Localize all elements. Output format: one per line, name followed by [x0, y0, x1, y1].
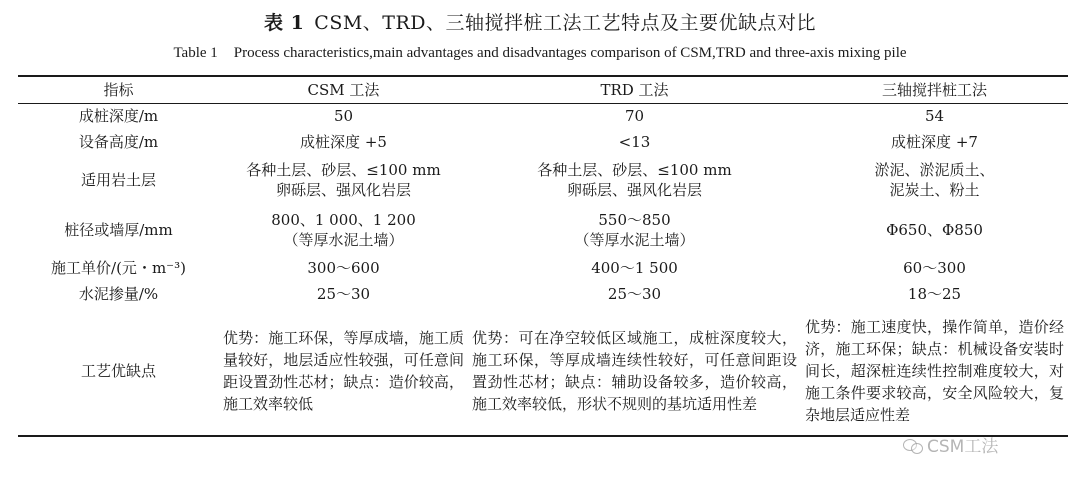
- cell-triaxial: 成桩深度 +7: [891, 133, 978, 151]
- row-label: 水泥掺量/%: [78, 285, 159, 303]
- header-csm: CSM 工法: [219, 76, 468, 103]
- cell-csm: 50: [333, 107, 354, 126]
- cell-csm: 优势：施工环保，等厚成墙，施工质量较好，地层适应性较强，可任意间距设置劲性芯材；缺点：造价较高，施工效率较低: [219, 307, 468, 436]
- cell-triaxial: 优势：施工速度快，操作简单，造价经济，施工环保；缺点：机械设备安装时间长，超深桩连续性控制难度较大，对施工条件要求较高，安全风险较大，复杂地层适应性差: [801, 307, 1068, 436]
- cell-trd: [468, 205, 801, 255]
- cell-line: 卵砾层、强风化岩层: [275, 181, 411, 199]
- row-label: 施工单价/(元・m⁻³): [51, 259, 186, 277]
- cell-line: （等厚水泥土墙）: [574, 231, 695, 249]
- table-row: [18, 103, 1068, 129]
- cell-line: 800、1 000、1 200: [271, 211, 416, 229]
- cell-csm: [219, 155, 468, 205]
- row-label: 适用岩土层: [80, 171, 156, 189]
- table-row: [18, 307, 1068, 436]
- table-title-cn: [0, 8, 1080, 35]
- cell-csm: 成桩深度 +5: [300, 133, 387, 151]
- table-row: [18, 205, 1068, 255]
- cell-csm: [219, 205, 468, 255]
- cell-trd: 400～1 500: [591, 259, 678, 277]
- table-row: [18, 155, 1068, 205]
- table-number-en: Table 1: [173, 45, 218, 61]
- cell-triaxial: 18～25: [907, 285, 962, 303]
- cell-csm: 25～30: [316, 285, 371, 303]
- table-row: [18, 255, 1068, 281]
- cell-line: 各种土层、砂层、≤100 mm: [246, 161, 441, 179]
- row-label: 桩径或墙厚/mm: [64, 221, 173, 239]
- wechat-icon: [903, 437, 923, 453]
- cell-line: （等厚水泥土墙）: [283, 231, 404, 249]
- cell-triaxial: 60～300: [903, 259, 966, 277]
- comparison-table: [18, 75, 1068, 437]
- cell-trd: 优势：可在净空较低区域施工，成桩深度较大，施工环保，等厚成墙连续性较好，可任意间距设置劲性芯材；缺点：辅助设备较多，造价较高，施工效率较低，形状不规则的基坑适用性差: [468, 307, 801, 436]
- table-row: [18, 129, 1068, 155]
- cell-trd: 70: [624, 107, 645, 126]
- table-title-en: [0, 45, 1080, 62]
- cell-trd: [468, 155, 801, 205]
- watermark-text: CSM工法: [927, 437, 999, 457]
- header-row: [18, 76, 1068, 103]
- cell-csm: 300～600: [307, 259, 380, 277]
- cell-line: 550～850: [598, 211, 671, 229]
- cell-triaxial: [801, 155, 1068, 205]
- cell-line: 卵砾层、强风化岩层: [566, 181, 702, 199]
- header-trd: TRD 工法: [468, 76, 801, 103]
- cell-line: 淤泥、淤泥质土、: [874, 161, 995, 179]
- table-caption-en: Process characteristics,main advantages and disadvantages comparison of CSM,TRD and three-axis mixing pile: [233, 45, 907, 61]
- cell-line: 各种土层、砂层、≤100 mm: [537, 161, 732, 179]
- header-triaxial: 三轴搅拌桩工法: [801, 76, 1068, 103]
- cell-line: 泥炭土、粉土: [889, 181, 980, 199]
- cell-triaxial: Φ650、Φ850: [886, 221, 983, 239]
- table-number-cn: 表 1: [263, 12, 305, 34]
- cell-trd: 25～30: [607, 285, 662, 303]
- watermark: [903, 432, 998, 457]
- header-indicator: 指标: [18, 76, 219, 103]
- table-row: [18, 281, 1068, 307]
- row-label: 设备高度/m: [78, 133, 159, 151]
- table-caption-cn: CSM、TRD、三轴搅拌桩工法工艺特点及主要优缺点对比: [314, 12, 817, 34]
- cell-trd: <13: [618, 133, 651, 151]
- row-label: 成桩深度/m: [78, 107, 159, 126]
- cell-triaxial: 54: [924, 107, 945, 126]
- row-label: 工艺优缺点: [18, 307, 219, 436]
